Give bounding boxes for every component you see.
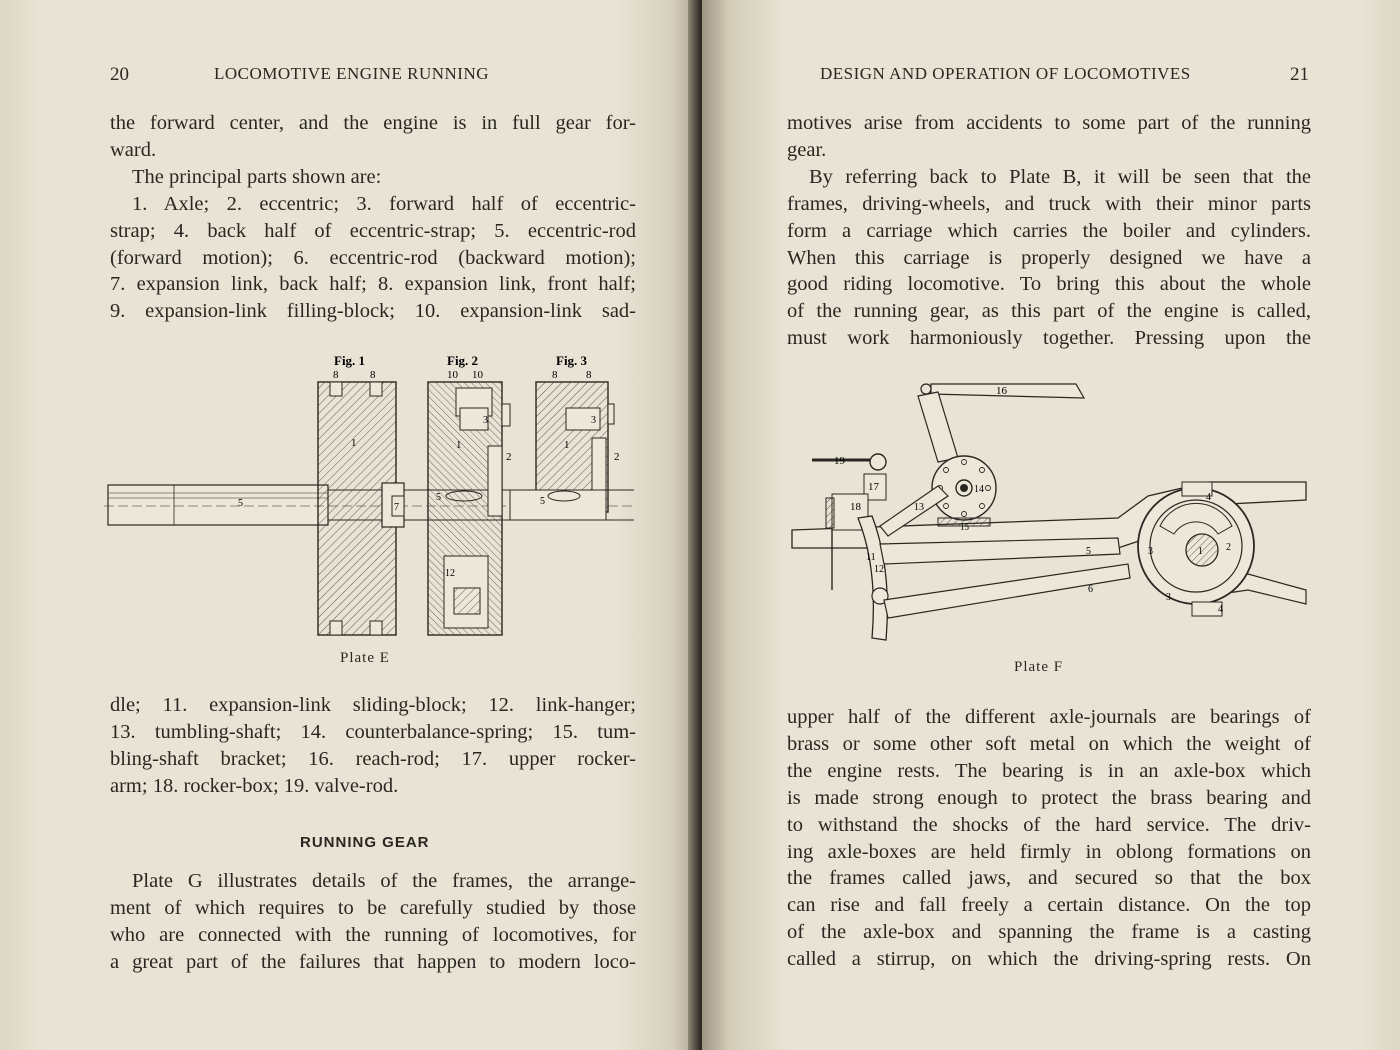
text-line: to withstand the shocks of the hard service. The driv- bbox=[787, 813, 1311, 836]
section-heading: RUNNING GEAR bbox=[300, 834, 430, 851]
text-line: motives arise from accidents to some part of the running bbox=[787, 112, 1311, 134]
figure-label: 10 bbox=[447, 369, 458, 381]
figure-label: 5 bbox=[238, 498, 243, 509]
plate-f-figure bbox=[788, 378, 1314, 656]
figure-label: 10 bbox=[472, 369, 483, 381]
right-bottom-text bbox=[787, 704, 1311, 973]
text-line: By referring back to Plate B, it will be seen that the bbox=[809, 165, 1311, 188]
figure-label: 16 bbox=[996, 385, 1007, 397]
text-line: The principal parts shown are: bbox=[132, 165, 382, 188]
figure-label: 3 bbox=[1148, 546, 1153, 557]
left-middle-text bbox=[110, 692, 636, 800]
plate-e-caption: Plate E bbox=[340, 650, 390, 666]
text-line: is made strong enough to protect the brass bearing and bbox=[787, 786, 1311, 809]
right-running-head: DESIGN AND OPERATION OF LOCOMOTIVES bbox=[820, 64, 1191, 83]
figure-label: 5 bbox=[540, 496, 545, 507]
text-line: of the axle-box and spanning the frame is a casting bbox=[787, 921, 1311, 944]
figure-label: 6 bbox=[1088, 584, 1093, 595]
text-line: gear. bbox=[787, 138, 827, 161]
text-line: upper half of the different axle-journals are bearings of bbox=[787, 706, 1311, 728]
fig2-title: Fig. 2 bbox=[447, 353, 479, 368]
figure-label: 14 bbox=[974, 484, 984, 495]
figure-label: 2 bbox=[1226, 542, 1231, 553]
text-line: the engine rests. The bearing is in an axle-box which bbox=[787, 759, 1311, 782]
text-line: brass or some other soft metal on which the weight of bbox=[787, 732, 1311, 755]
figure-label: 18 bbox=[850, 501, 861, 513]
figure-label: 1 bbox=[456, 439, 462, 451]
text-line: ment of which requires to be carefully studied by those bbox=[110, 896, 636, 919]
figure-label: 5 bbox=[1086, 546, 1091, 557]
text-line: of the running gear, as this part of the engine is called, bbox=[787, 300, 1311, 323]
plate-e-figure bbox=[104, 348, 638, 644]
figure-label: 8 bbox=[333, 369, 339, 381]
text-line: form a carriage which carries the boiler and cylinders. bbox=[787, 219, 1311, 242]
figure-label: 1 bbox=[1198, 546, 1203, 557]
text-line: When this carriage is properly designed we have a bbox=[787, 246, 1311, 269]
figure-label: 1 bbox=[564, 439, 570, 451]
figure-label: 8 bbox=[552, 369, 558, 381]
text-line: bling-shaft bracket; 16. reach-rod; 17. upper rocker- bbox=[110, 747, 636, 770]
text-line: called a stirrup, on which the driving-spring rests. On bbox=[787, 948, 1311, 971]
figure-label: 17 bbox=[868, 481, 879, 493]
figure-label: 2 bbox=[506, 451, 512, 463]
text-line: (forward motion); 6. eccentric-rod (backward motion); bbox=[110, 246, 636, 269]
left-running-head: LOCOMOTIVE ENGINE RUNNING bbox=[214, 64, 490, 83]
figure-label: 11 bbox=[866, 552, 876, 563]
figure-label: 5 bbox=[436, 492, 441, 503]
fig3-title: Fig. 3 bbox=[556, 353, 588, 368]
left-page-number: 20 bbox=[110, 64, 129, 85]
text-line: 9. expansion-link filling-block; 10. expansion-link sad- bbox=[110, 300, 636, 323]
fig1-title: Fig. 1 bbox=[334, 353, 366, 368]
text-line: 13. tumbling-shaft; 14. counterbalance-spring; 15. tum- bbox=[110, 720, 636, 743]
text-line: a great part of the failures that happen to modern loco- bbox=[110, 950, 636, 973]
right-top-text bbox=[787, 110, 1311, 352]
text-line: arm; 18. rocker-box; 19. valve-rod. bbox=[110, 774, 399, 797]
text-line: 1. Axle; 2. eccentric; 3. forward half of eccentric- bbox=[132, 192, 636, 215]
left-top-text bbox=[110, 110, 636, 325]
figure-label: 3 bbox=[483, 415, 488, 426]
text-line: the forward center, and the engine is in full gear for- bbox=[110, 112, 636, 134]
text-line: can rise and fall freely a certain distance. On the top bbox=[787, 894, 1311, 917]
text-line: Plate G illustrates details of the frames, the arrange- bbox=[132, 870, 636, 892]
figure-label: 19 bbox=[834, 455, 845, 467]
figure-label: 7 bbox=[394, 502, 399, 513]
text-line: must work harmoniously together. Pressing upon the bbox=[787, 327, 1311, 350]
text-line: ward. bbox=[110, 138, 157, 161]
text-line: frames, driving-wheels, and truck with their minor parts bbox=[787, 192, 1311, 215]
figure-label: 1 bbox=[351, 437, 357, 449]
text-line: dle; 11. expansion-link sliding-block; 12. link-hanger; bbox=[110, 694, 636, 716]
figure-label: 12 bbox=[874, 564, 884, 575]
text-line: the frames called jaws, and secured so that the box bbox=[787, 867, 1311, 890]
figure-label: 2 bbox=[614, 451, 620, 463]
text-line: ing axle-boxes are held firmly in oblong formations on bbox=[787, 840, 1311, 863]
text-line: 7. expansion link, back half; 8. expansion link, front half; bbox=[110, 273, 636, 296]
text-line: who are connected with the running of locomotives, for bbox=[110, 923, 636, 946]
plate-f-caption: Plate F bbox=[1014, 659, 1064, 675]
figure-label: 4 bbox=[1218, 604, 1223, 615]
figure-label: 4 bbox=[1206, 492, 1211, 503]
text-line: good riding locomotive. To bring this about the whole bbox=[787, 273, 1311, 296]
right-page-number: 21 bbox=[1290, 64, 1309, 85]
figure-label: 12 bbox=[445, 568, 455, 579]
figure-label: 8 bbox=[586, 369, 592, 381]
figure-label: 13 bbox=[914, 502, 924, 513]
left-bottom-text bbox=[110, 868, 636, 976]
figure-label: 8 bbox=[370, 369, 376, 381]
figure-label: 15 bbox=[960, 522, 969, 532]
right-page bbox=[702, 0, 1400, 1050]
figure-label: 3 bbox=[591, 415, 596, 426]
figure-label: 3 bbox=[1166, 592, 1171, 603]
text-line: strap; 4. back half of eccentric-strap; 5. eccentric-rod bbox=[110, 219, 636, 242]
